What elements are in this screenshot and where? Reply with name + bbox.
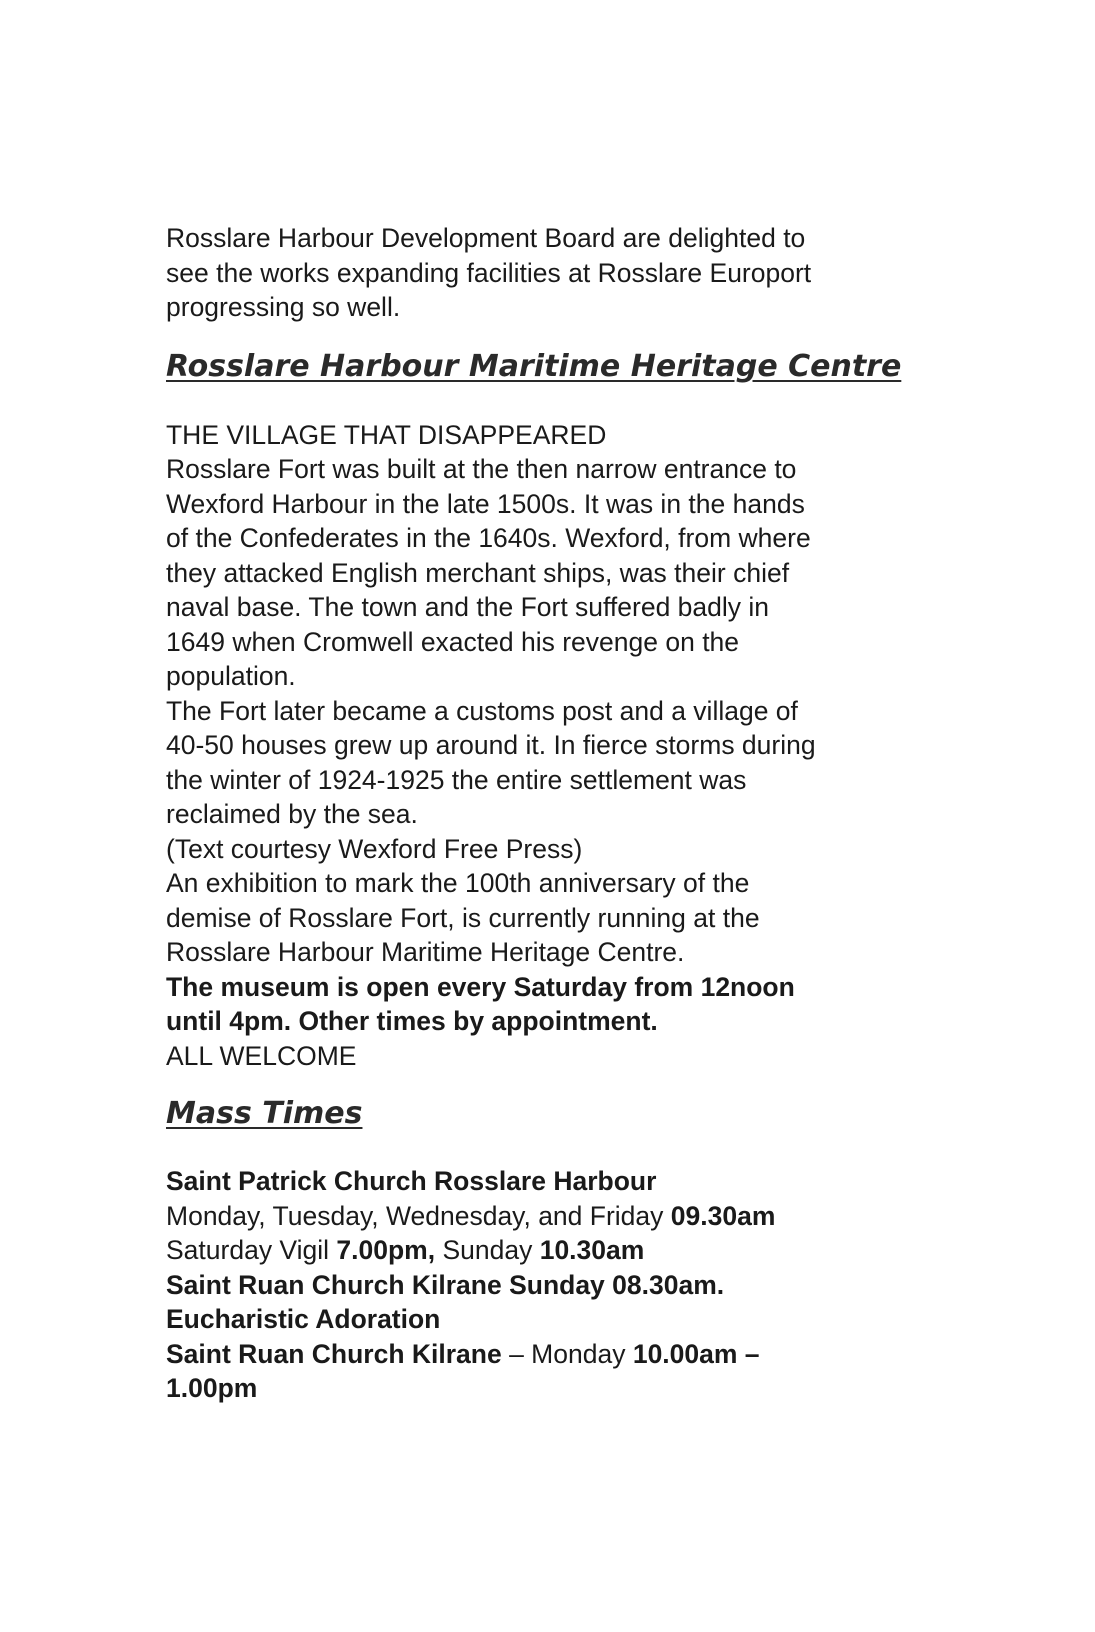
heritage-body-line: 40-50 houses grew up around it. In fierce storms during <box>166 730 816 760</box>
heritage-body-line: demise of Rosslare Fort, is currently running at the <box>166 902 760 933</box>
mass-times-section <box>166 1164 926 1406</box>
saturday-label: Saturday Vigil <box>166 1235 337 1265</box>
opening-hours-line: The museum is open every Saturday from 12noon <box>166 971 795 1002</box>
heritage-body-line: (Text courtesy Wexford Free Press) <box>166 833 583 864</box>
weekend-mass-line <box>166 1233 926 1268</box>
heritage-subtitle: THE VILLAGE THAT DISAPPEARED <box>166 419 607 450</box>
welcome-text: ALL WELCOME <box>166 1040 357 1071</box>
heritage-body-line: Rosslare Harbour Maritime Heritage Centre. <box>166 937 685 967</box>
heritage-body-line: population. <box>166 661 296 691</box>
weekday-mass-line <box>166 1199 926 1234</box>
heritage-body-line: An exhibition to mark the 100th anniversary of the <box>166 868 750 898</box>
heritage-body-line: Rosslare Fort was built at the then narrow entrance to <box>166 454 797 484</box>
heritage-section <box>166 418 926 1074</box>
newsletter-page <box>166 221 926 1406</box>
adoration-heading: Eucharistic Adoration <box>166 1304 441 1334</box>
sunday-label: Sunday <box>435 1235 540 1265</box>
heritage-body-line: 1649 when Cromwell exacted his revenge on the <box>166 626 740 657</box>
weekday-time: 09.30am <box>670 1200 776 1231</box>
church-name: Saint Patrick Church Rosslare Harbour <box>166 1166 657 1196</box>
sunday-time: 10.30am <box>539 1235 645 1265</box>
heritage-heading: Rosslare Harbour Maritime Heritage Centre <box>166 348 902 384</box>
heritage-body-line: reclaimed by the sea. <box>166 799 418 829</box>
opening-hours-line: until 4pm. Other times by appointment. <box>166 1006 658 1036</box>
adoration-start-time: 10.00am – <box>632 1338 760 1369</box>
adoration-separator: – Monday <box>501 1338 633 1369</box>
adoration-church: Saint Ruan Church Kilrane <box>166 1338 502 1369</box>
heritage-body-line: The Fort later became a customs post and a village of <box>166 695 798 726</box>
weekday-label: Monday, Tuesday, Wednesday, and Friday <box>166 1200 671 1231</box>
saturday-time: 7.00pm, <box>336 1235 436 1265</box>
intro-line: see the works expanding facilities at Rosslare Europort <box>166 257 812 288</box>
adoration-line <box>166 1337 926 1372</box>
heritage-body-line: they attacked English merchant ships, was their chief <box>166 557 790 588</box>
heritage-body-line: the winter of 1924-1925 the entire settlement was <box>166 764 747 795</box>
heritage-body-line: naval base. The town and the Fort suffered badly in <box>166 592 770 622</box>
adoration-end-time: 1.00pm <box>166 1373 258 1403</box>
heritage-body-line: Wexford Harbour in the late 1500s. It was in the hands <box>166 488 805 519</box>
intro-paragraph <box>166 221 926 325</box>
heritage-body-line: of the Confederates in the 1640s. Wexford, from where <box>166 523 811 553</box>
intro-line: progressing so well. <box>166 292 401 322</box>
mass-times-heading: Mass Times <box>166 1096 363 1131</box>
kilrane-mass-line: Saint Ruan Church Kilrane Sunday 08.30am. <box>166 1269 725 1300</box>
intro-line: Rosslare Harbour Development Board are delighted to <box>166 223 806 253</box>
